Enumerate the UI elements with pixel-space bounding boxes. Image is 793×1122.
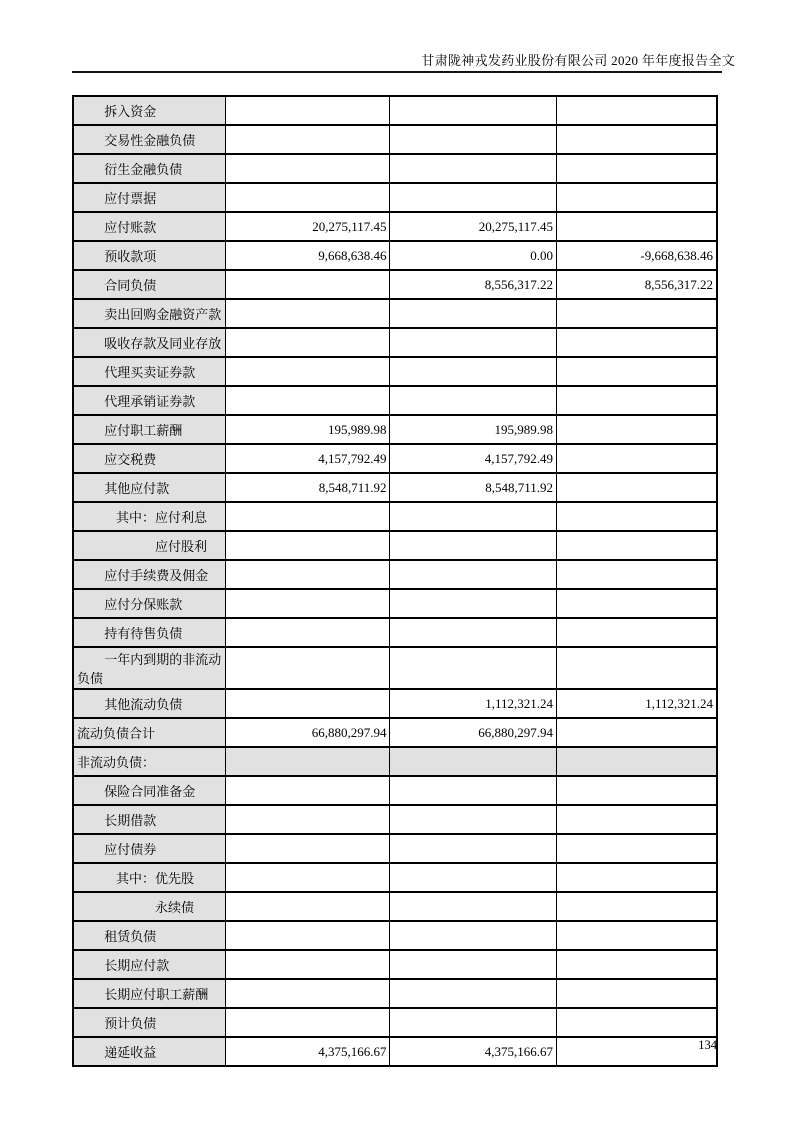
amount-c2: [390, 299, 557, 328]
amount-c1: 4,375,166.67: [225, 1037, 390, 1066]
amount-c3: [556, 776, 717, 805]
row-label: 永续债: [73, 892, 225, 921]
amount-c2: [390, 921, 557, 950]
row-label: 长期应付职工薪酬: [73, 979, 225, 1008]
amount-c1: [225, 357, 390, 386]
table-row: [73, 531, 717, 560]
amount-c1: [225, 502, 390, 531]
table-row: [73, 328, 717, 357]
table-row: [73, 689, 717, 718]
table-row: [73, 183, 717, 212]
amount-c1: [225, 689, 390, 718]
amount-c1: [225, 183, 390, 212]
table-row: [73, 299, 717, 328]
amount-c1: 9,668,638.46: [225, 241, 390, 270]
page-header-title: 甘肃陇神戎发药业股份有限公司 2020 年年度报告全文: [421, 53, 735, 68]
table-row: [73, 950, 717, 979]
amount-c2: [390, 183, 557, 212]
table-row: [73, 805, 717, 834]
table-row: [73, 125, 717, 154]
amount-c1: [225, 299, 390, 328]
amount-c2: [390, 154, 557, 183]
table-row: [73, 444, 717, 473]
amount-c3: [556, 950, 717, 979]
amount-c3: [556, 212, 717, 241]
amount-c1: [225, 776, 390, 805]
row-label: 应付票据: [73, 183, 225, 212]
amount-c1: [225, 328, 390, 357]
amount-c2: [390, 125, 557, 154]
amount-c1: [225, 1008, 390, 1037]
row-label: 合同负债: [73, 270, 225, 299]
amount-c3: [556, 834, 717, 863]
row-label: 卖出回购金融资产款: [73, 299, 225, 328]
amount-c2: [390, 589, 557, 618]
amount-c1: [225, 979, 390, 1008]
amount-c2: [390, 531, 557, 560]
row-label: 流动负债合计: [73, 718, 225, 747]
amount-c3: -9,668,638.46: [556, 241, 717, 270]
table-row: [73, 892, 717, 921]
amount-c3: [556, 718, 717, 747]
row-label: 长期应付款: [73, 950, 225, 979]
liabilities-table-body: [73, 96, 717, 1066]
amount-c1: [225, 270, 390, 299]
row-label: 保险合同准备金: [73, 776, 225, 805]
amount-c3: [556, 415, 717, 444]
table-row: [73, 1008, 717, 1037]
amount-c1: [225, 863, 390, 892]
row-label: 应付账款: [73, 212, 225, 241]
row-label: 应付手续费及佣金: [73, 560, 225, 589]
amount-c3: [556, 589, 717, 618]
amount-c3: [556, 328, 717, 357]
amount-c2: [390, 979, 557, 1008]
table-row: [73, 718, 717, 747]
amount-c2: [390, 618, 557, 647]
amount-c3: [556, 1008, 717, 1037]
amount-c3: [556, 473, 717, 502]
amount-c2: [390, 747, 557, 776]
amount-c2: 0.00: [390, 241, 557, 270]
row-label: 交易性金融负债: [73, 125, 225, 154]
table-row: [73, 979, 717, 1008]
row-label: 吸收存款及同业存放: [73, 328, 225, 357]
amount-c3: [556, 892, 717, 921]
table-row: [73, 270, 717, 299]
liabilities-table: [72, 95, 718, 1067]
amount-c2: 8,556,317.22: [390, 270, 557, 299]
amount-c1: [225, 647, 390, 689]
amount-c2: 4,157,792.49: [390, 444, 557, 473]
amount-c2: [390, 805, 557, 834]
table-row: [73, 834, 717, 863]
amount-c2: [390, 328, 557, 357]
amount-c1: 4,157,792.49: [225, 444, 390, 473]
amount-c1: [225, 125, 390, 154]
amount-c2: [390, 357, 557, 386]
amount-c1: [225, 805, 390, 834]
amount-c3: [556, 560, 717, 589]
table-row: [73, 502, 717, 531]
table-row: [73, 747, 717, 776]
amount-c2: 66,880,297.94: [390, 718, 557, 747]
amount-c3: [556, 979, 717, 1008]
table-row: [73, 154, 717, 183]
amount-c1: [225, 154, 390, 183]
row-label: 拆入资金: [73, 96, 225, 125]
row-label: 递延收益: [73, 1037, 225, 1066]
amount-c1: [225, 834, 390, 863]
amount-c2: [390, 560, 557, 589]
header-divider: [72, 71, 722, 73]
row-label: 应付债券: [73, 834, 225, 863]
row-label: 其他流动负债: [73, 689, 225, 718]
row-label: 持有待售负债: [73, 618, 225, 647]
amount-c3: [556, 444, 717, 473]
table-row: [73, 618, 717, 647]
table-row: [73, 212, 717, 241]
amount-c3: [556, 125, 717, 154]
amount-c2: [390, 863, 557, 892]
amount-c2: [390, 776, 557, 805]
table-row: [73, 776, 717, 805]
table-row: [73, 386, 717, 415]
amount-c3: [556, 647, 717, 689]
amount-c2: 1,112,321.24: [390, 689, 557, 718]
amount-c1: [225, 892, 390, 921]
row-label: 应付分保账款: [73, 589, 225, 618]
amount-c3: [556, 747, 717, 776]
amount-c3: [556, 357, 717, 386]
amount-c3: [556, 96, 717, 125]
amount-c3: [556, 502, 717, 531]
amount-c2: [390, 892, 557, 921]
amount-c2: 8,548,711.92: [390, 473, 557, 502]
amount-c2: 4,375,166.67: [390, 1037, 557, 1066]
amount-c1: 66,880,297.94: [225, 718, 390, 747]
amount-c3: [556, 805, 717, 834]
amount-c1: [225, 921, 390, 950]
amount-c1: [225, 96, 390, 125]
amount-c3: [556, 618, 717, 647]
page-number: 134: [698, 1038, 717, 1052]
amount-c3: [556, 386, 717, 415]
row-label: 应付职工薪酬: [73, 415, 225, 444]
row-label: 非流动负债：: [73, 747, 225, 776]
amount-c1: [225, 950, 390, 979]
table-row: [73, 921, 717, 950]
amount-c2: [390, 386, 557, 415]
row-label: 代理买卖证券款: [73, 357, 225, 386]
amount-c2: [390, 96, 557, 125]
amount-c3: 1,112,321.24: [556, 689, 717, 718]
amount-c1: 8,548,711.92: [225, 473, 390, 502]
table-row: [73, 473, 717, 502]
amount-c1: [225, 747, 390, 776]
amount-c1: [225, 386, 390, 415]
amount-c3: [556, 183, 717, 212]
amount-c2: [390, 950, 557, 979]
row-label: 长期借款: [73, 805, 225, 834]
amount-c1: [225, 589, 390, 618]
amount-c3: [556, 921, 717, 950]
table-row: [73, 589, 717, 618]
row-label: 代理承销证券款: [73, 386, 225, 415]
amount-c1: [225, 618, 390, 647]
amount-c1: 20,275,117.45: [225, 212, 390, 241]
row-label: 衍生金融负债: [73, 154, 225, 183]
row-label: 其中：应付利息: [73, 502, 225, 531]
amount-c3: [556, 531, 717, 560]
table-row: [73, 415, 717, 444]
row-label: 应付股利: [73, 531, 225, 560]
amount-c2: [390, 502, 557, 531]
amount-c2: [390, 1008, 557, 1037]
table-row: [73, 241, 717, 270]
table-row: [73, 357, 717, 386]
amount-c1: [225, 560, 390, 589]
amount-c3: [556, 299, 717, 328]
amount-c2: 195,989.98: [390, 415, 557, 444]
amount-c2: [390, 834, 557, 863]
row-label: 一年内到期的非流动负债: [73, 647, 225, 689]
row-label: 预计负债: [73, 1008, 225, 1037]
table-row: [73, 863, 717, 892]
row-label: 其中：优先股: [73, 863, 225, 892]
amount-c2: 20,275,117.45: [390, 212, 557, 241]
amount-c3: [556, 154, 717, 183]
table-row: [73, 647, 717, 689]
row-label: 其他应付款: [73, 473, 225, 502]
row-label: 应交税费: [73, 444, 225, 473]
row-label: 预收款项: [73, 241, 225, 270]
amount-c3: [556, 863, 717, 892]
table-row: [73, 560, 717, 589]
amount-c3: 8,556,317.22: [556, 270, 717, 299]
amount-c1: 195,989.98: [225, 415, 390, 444]
table-row: [73, 96, 717, 125]
row-label: 租赁负债: [73, 921, 225, 950]
amount-c2: [390, 647, 557, 689]
amount-c1: [225, 531, 390, 560]
